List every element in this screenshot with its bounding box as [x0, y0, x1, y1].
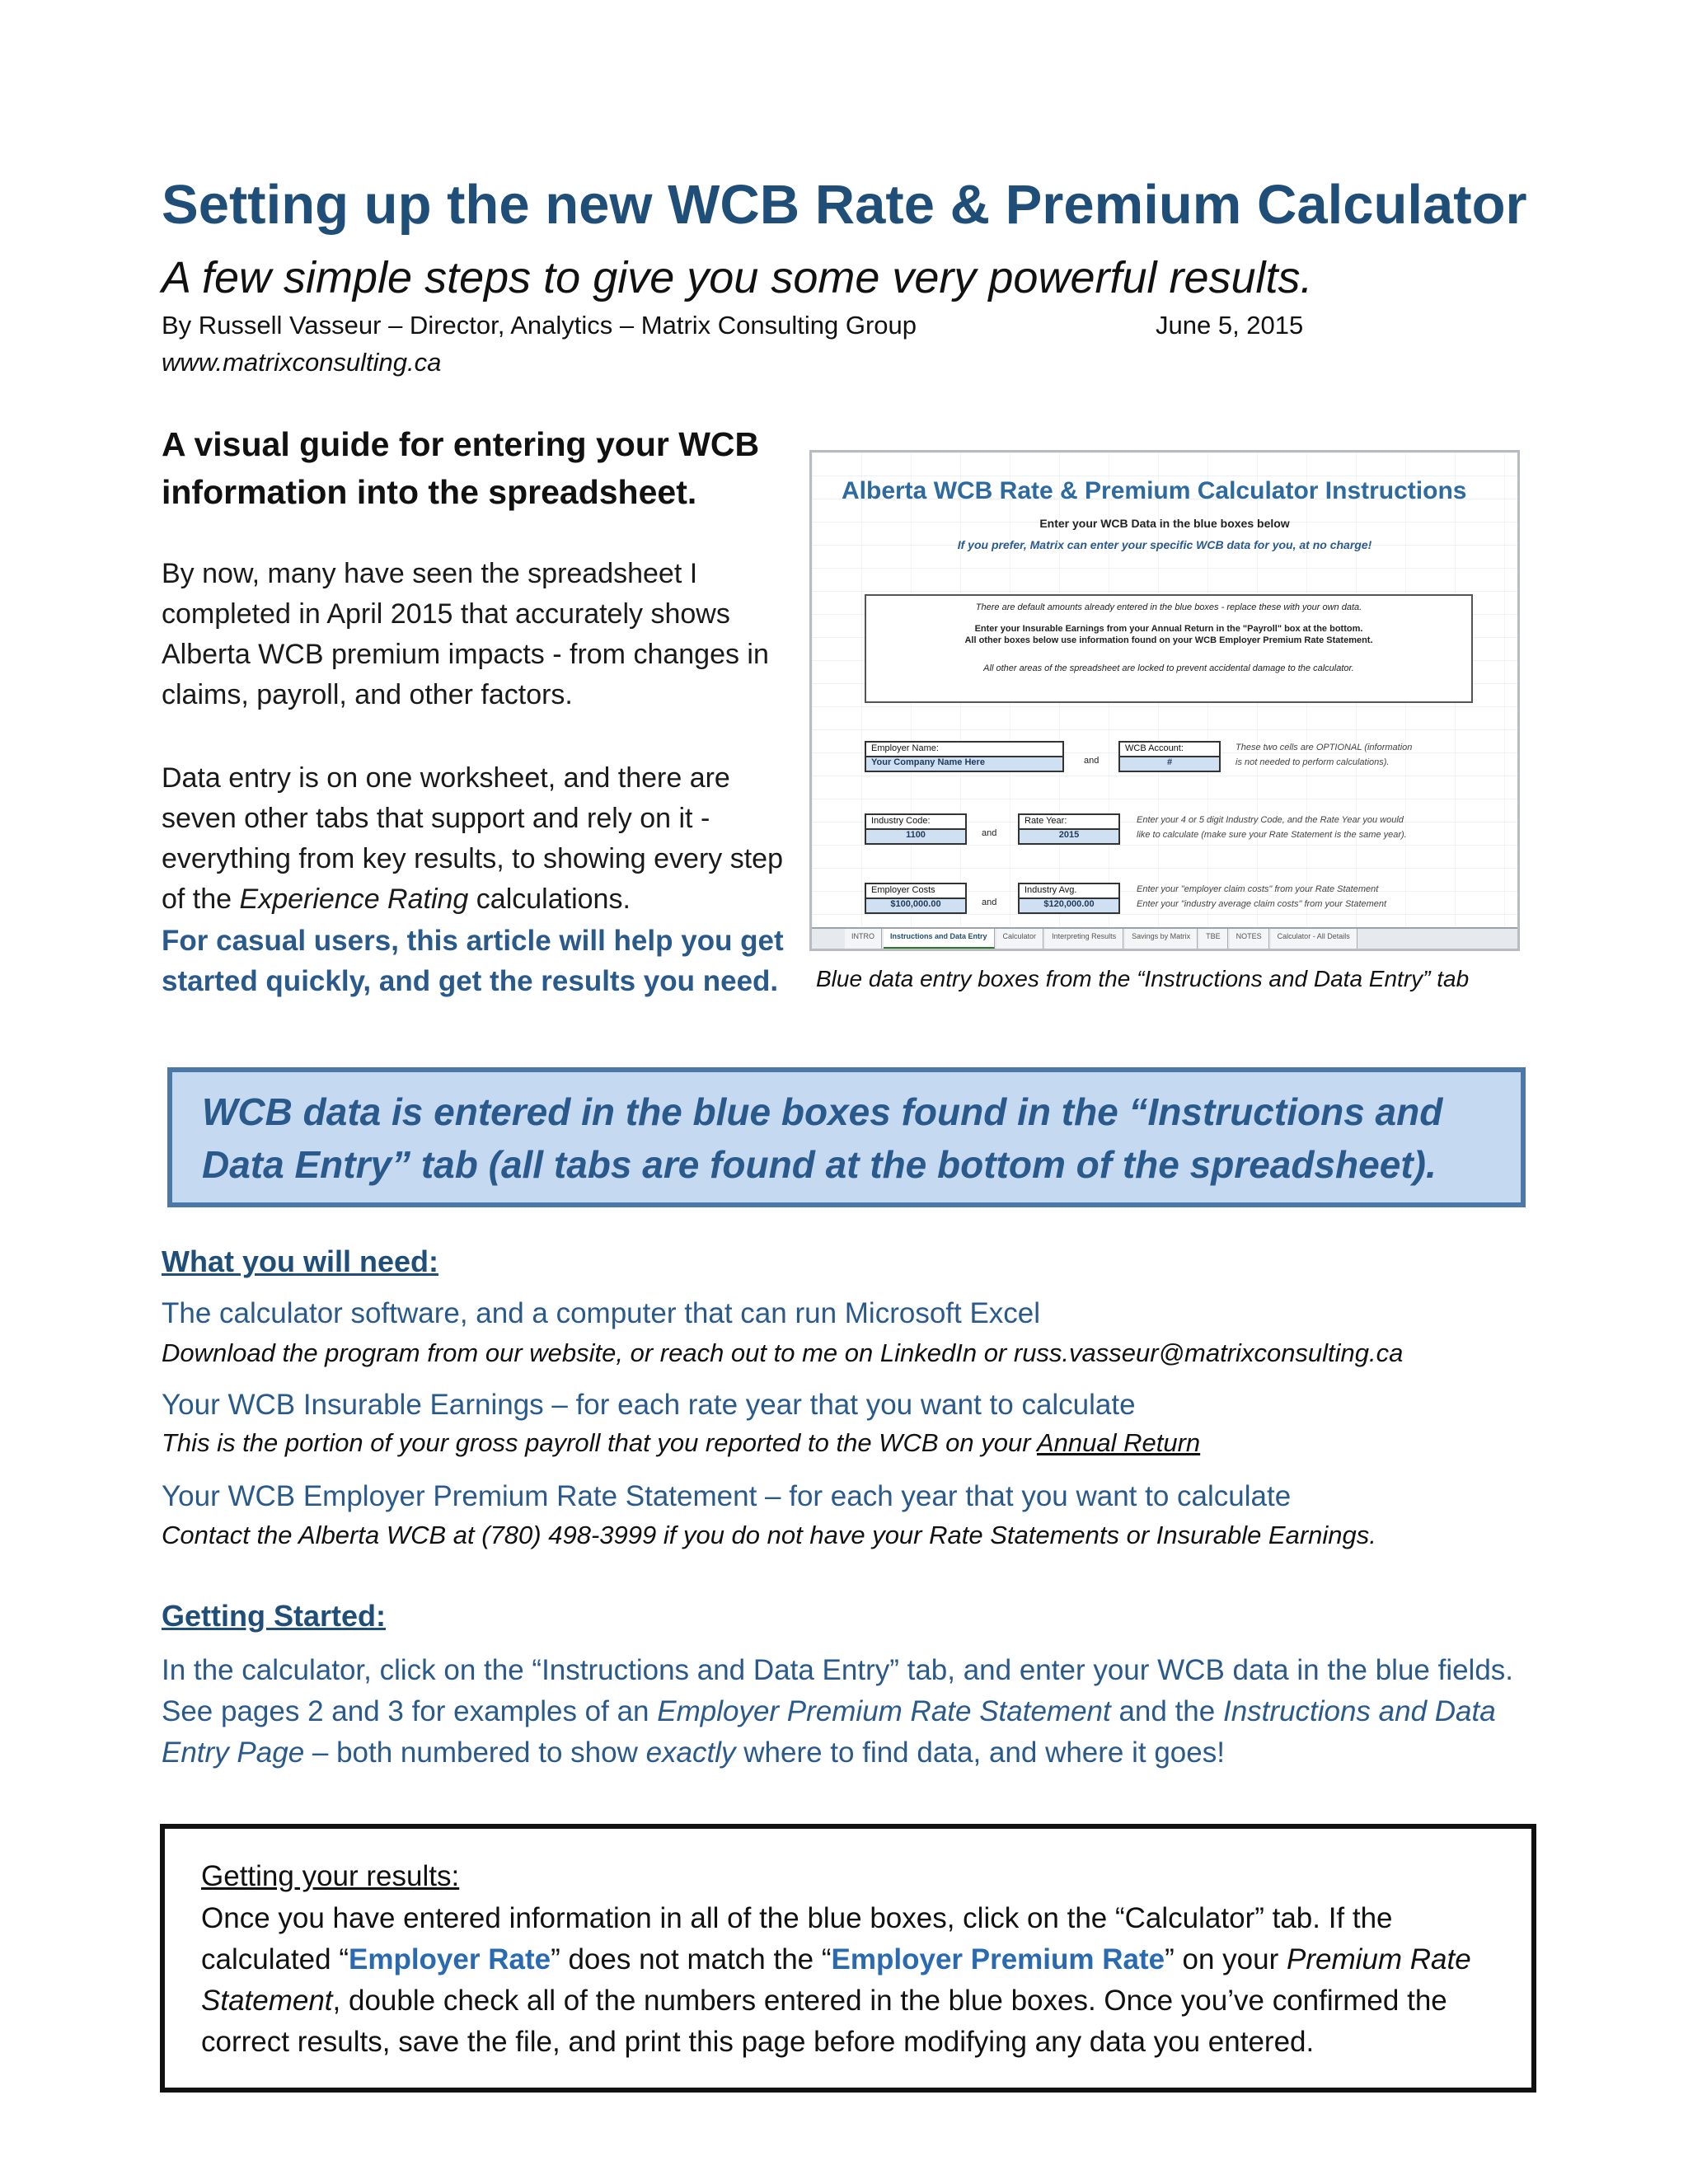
industry-code-note: like to calculate (make sure your Rate Statement is the same year). [1137, 830, 1407, 840]
publish-date: June 5, 2015 [1156, 311, 1304, 340]
results-heading: Getting your results: [201, 1860, 460, 1892]
employer-name-field[interactable]: Your Company Name Here [865, 756, 1064, 772]
callout-box [167, 1067, 1526, 1207]
intro-paragraph: By now, many have seen the spreadsheet I completed in April 2015 that accurately shows Alberta WCB premium impacts - from changes in claims, payroll, and other factors. [162, 558, 769, 710]
sheet-tab-instructions[interactable]: Instructions and Data Entry [884, 929, 995, 949]
and-label: and [982, 898, 997, 907]
need-item: The calculator software, and a computer that can run Microsoft Excel [162, 1297, 1041, 1329]
guide-heading: A visual guide for entering your WCB information into the spreadsheet. [162, 425, 760, 511]
page-subtitle: A few simple steps to give you some very powerful results. [162, 253, 1313, 302]
getting-started-heading: Getting Started: [162, 1599, 387, 1633]
sheet-tab-bar [812, 927, 1517, 949]
author-byline: By Russell Vasseur – Director, Analytics – Matrix Consulting Group [162, 311, 917, 340]
casual-users-note: For casual users, this article will help you get started quickly, and get the results you need. [162, 925, 784, 997]
callout-text: WCB data is entered in the blue boxes found in the “Instructions and Data Entry” tab (all tabs are found at the bottom of the spreadsheet). [202, 1090, 1443, 1186]
screenshot-caption: Blue data entry boxes from the “Instructions and Data Entry” tab [816, 966, 1470, 991]
optional-note: is not needed to perform calculations). [1236, 757, 1390, 767]
and-label: and [1084, 756, 1100, 766]
sheet-tab-details[interactable]: Calculator - All Details [1271, 929, 1357, 949]
optional-note: These two cells are OPTIONAL (information [1236, 743, 1413, 752]
spreadsheet-screenshot [809, 450, 1520, 951]
screenshot-instruction: Enter your WCB Data in the blue boxes below [1039, 517, 1290, 530]
rate-year-field[interactable]: 2015 [1018, 828, 1120, 845]
annual-return-link: Annual Return [1036, 1428, 1201, 1457]
sheet-tab-savings[interactable]: Savings by Matrix [1125, 929, 1198, 949]
industry-code-label: Industry Code: [865, 813, 967, 830]
getting-started-text: In the calculator, click on the “Instructions and Data Entry” tab, and enter your WCB data in the blue fields. See pages 2 and 3 for examples of an Employer Premium Rate Statement and the Instructions and Data Entry Page – both numbered to show exactly where to find data, and where it goes! [162, 1654, 1514, 1769]
sheet-tab-intro[interactable]: INTRO [845, 929, 882, 949]
note-line: Enter your Insurable Earnings from your Annual Return in the "Payroll" box at the bottom. [974, 624, 1363, 634]
need-item-detail: This is the portion of your gross payroll that you reported to the WCB on your Annual Return [162, 1428, 1201, 1457]
data-entry-paragraph: Data entry is on one worksheet, and there are seven other tabs that support and rely on it - everything from key results, to showing every step of the Experience Rating calculations. [162, 762, 783, 915]
note-line: There are default amounts already entered in the blue boxes - replace these with your own data. [975, 602, 1362, 612]
industry-code-note: Enter your 4 or 5 digit Industry Code, and the Rate Year you would [1137, 815, 1404, 825]
costs-note: Enter your "industry average claim costs" from your Statement [1137, 899, 1387, 909]
sheet-tab-tbe[interactable]: TBE [1199, 929, 1228, 949]
costs-note: Enter your "employer claim costs" from your Rate Statement [1137, 884, 1379, 894]
need-item: Your WCB Employer Premium Rate Statement – for each year that you want to calculate [162, 1480, 1292, 1512]
wcb-account-label: WCB Account: [1118, 741, 1221, 757]
note-line: All other areas of the spreadsheet are locked to prevent accidental damage to the calculator. [983, 663, 1354, 673]
sheet-tab-interpreting[interactable]: Interpreting Results [1045, 929, 1123, 949]
screenshot-notes-box [865, 594, 1473, 703]
industry-avg-field[interactable]: $120,000.00 [1018, 898, 1120, 914]
results-text: Once you have entered information in all of the blue boxes, click on the “Calculator” tab. If the calculated “Employer Rate” does not match the “Employer Premium Rate” on your Premium Rate Statement, double check all of the numbers entered in the blue boxes. Once you’ve confirmed the correct results, save the file, and print this page before modifying any data you entered. [201, 1902, 1471, 2058]
sheet-tab-calculator[interactable]: Calculator [996, 929, 1044, 949]
employer-costs-field[interactable]: $100,000.00 [865, 898, 967, 914]
industry-avg-label: Industry Avg. [1018, 883, 1120, 899]
note-line: All other boxes below use information found on your WCB Employer Premium Rate Statement. [964, 635, 1373, 645]
need-item-detail: Contact the Alberta WCB at (780) 498-3999 if you do not have your Rate Statements or Insurable Earnings. [162, 1521, 1376, 1549]
and-label: and [982, 828, 997, 838]
needs-heading: What you will need: [162, 1244, 439, 1278]
industry-code-field[interactable]: 1100 [865, 828, 967, 845]
need-item: Your WCB Insurable Earnings – for each rate year that you want to calculate [162, 1389, 1136, 1421]
results-box [160, 1824, 1536, 2093]
need-item-detail: Download the program from our website, or reach out to me on LinkedIn or russ.vasseur@matrixconsulting.ca [162, 1338, 1404, 1367]
screenshot-offer: If you prefer, Matrix can enter your specific WCB data for you, at no charge! [957, 538, 1372, 551]
website-link[interactable]: www.matrixconsulting.ca [162, 348, 442, 377]
employer-costs-label: Employer Costs [865, 883, 967, 899]
sheet-tab-notes[interactable]: NOTES [1230, 929, 1269, 949]
employer-name-label: Employer Name: [865, 741, 1064, 757]
page-title: Setting up the new WCB Rate & Premium Calculator [162, 174, 1527, 236]
wcb-account-field[interactable]: # [1118, 756, 1221, 772]
screenshot-title: Alberta WCB Rate & Premium Calculator Instructions [842, 477, 1467, 504]
rate-year-label: Rate Year: [1018, 813, 1120, 830]
